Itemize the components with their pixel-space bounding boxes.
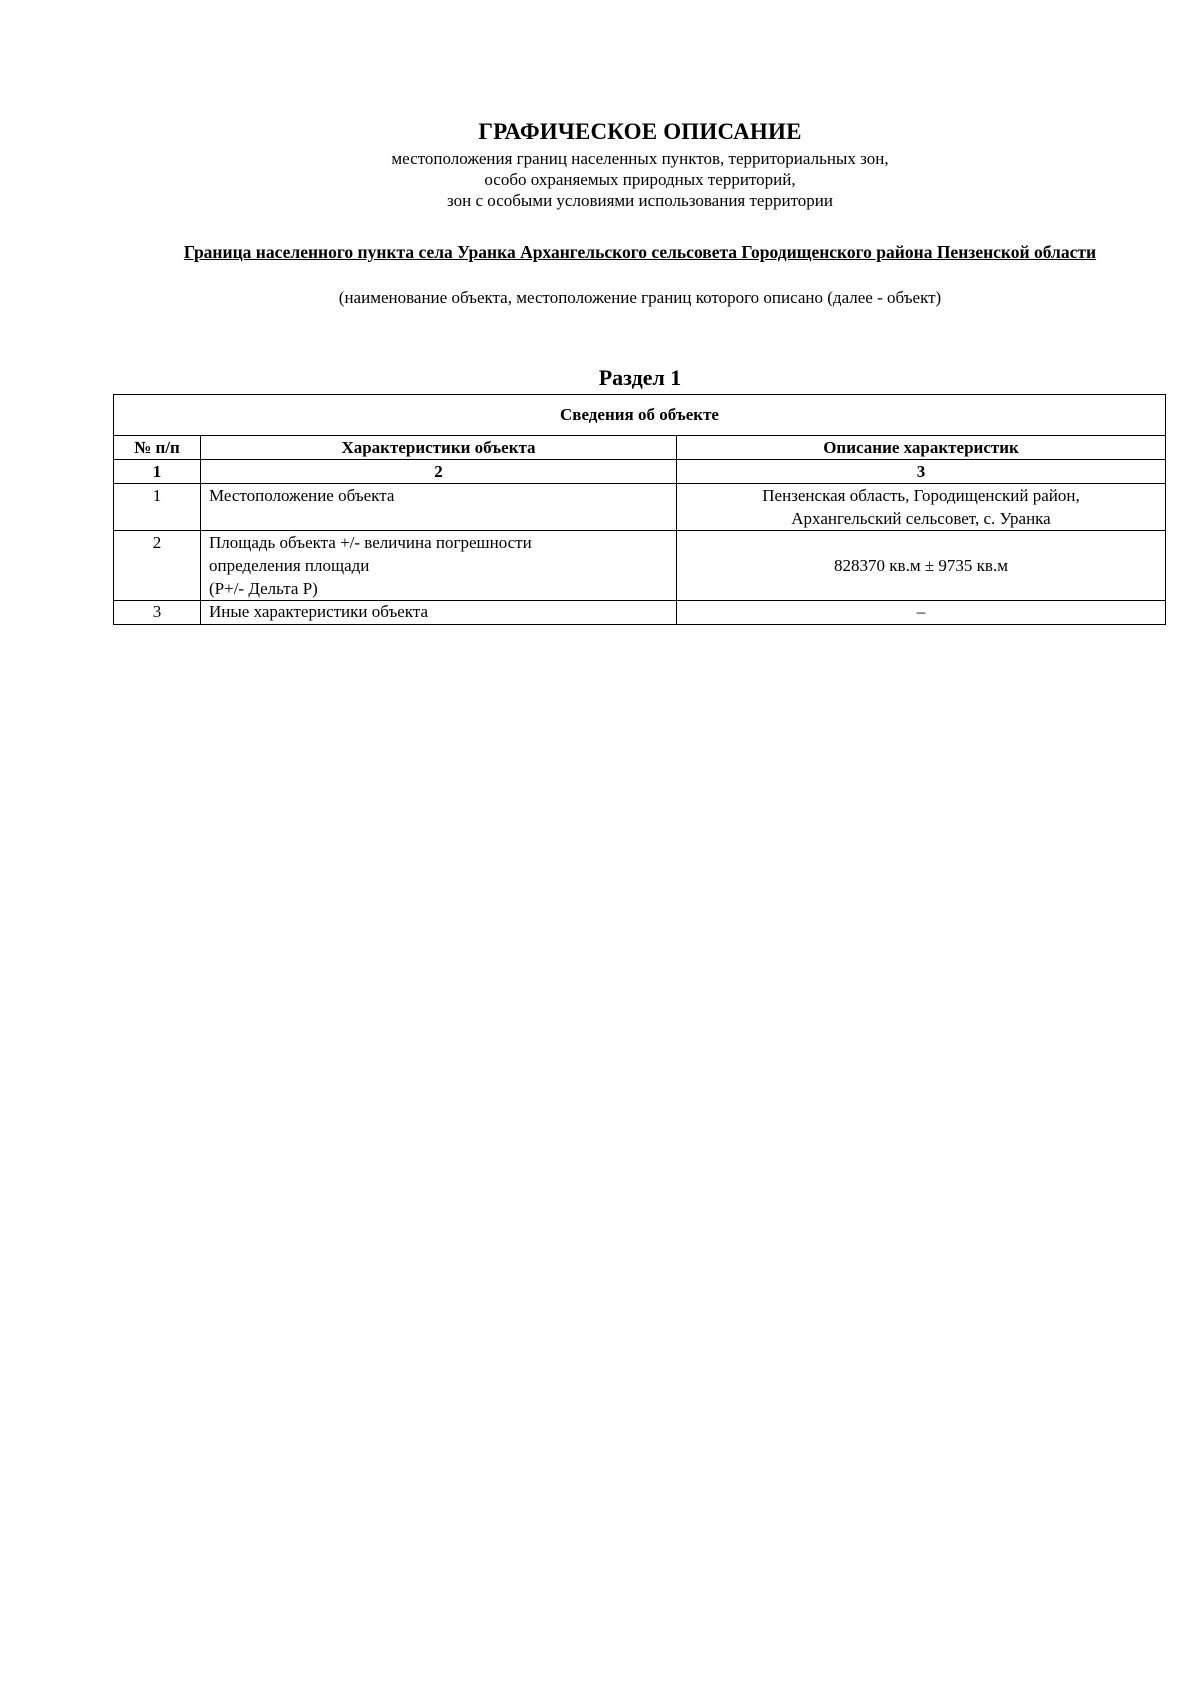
table-column-number-row <box>114 460 1166 484</box>
row-number: 2 <box>114 531 201 601</box>
characteristic-line: (Р+/- Дельта Р) <box>209 579 318 598</box>
description-line: Пензенская область, Городищенский район, <box>762 486 1080 505</box>
characteristic-line: Местоположение объекта <box>209 486 395 505</box>
object-name-caption: (наименование объекта, местоположение границ которого описано (далее - объект) <box>338 288 942 307</box>
table-row <box>114 531 1166 601</box>
table-caption: Сведения об объекте <box>114 395 1166 436</box>
subtitle-line: особо охраняемых природных территорий, <box>484 170 796 189</box>
document-subtitle <box>0 148 1200 211</box>
row-number: 1 <box>114 484 201 531</box>
row-description <box>677 601 1166 625</box>
description-line: 828370 кв.м ± 9735 кв.м <box>834 556 1008 575</box>
description-line: – <box>916 602 926 621</box>
table-row <box>114 484 1166 531</box>
subtitle-line: местоположения границ населенных пунктов, территориальных зон, <box>391 149 889 168</box>
characteristic-line: определения площади <box>209 556 370 575</box>
row-description <box>677 484 1166 531</box>
characteristic-line: Площадь объекта +/- величина погрешности <box>209 533 532 552</box>
description-line: Архангельский сельсовет, с. Уранка <box>791 509 1051 528</box>
section-title: Раздел 1 <box>598 365 682 390</box>
column-header-description: Описание характеристик <box>677 436 1166 460</box>
row-characteristic <box>201 601 677 625</box>
subtitle-line: зон с особыми условиями использования территории <box>447 191 833 210</box>
column-number: 1 <box>114 460 201 484</box>
table-row <box>114 601 1166 625</box>
column-header-characteristic: Характеристики объекта <box>201 436 677 460</box>
column-number: 3 <box>677 460 1166 484</box>
column-header-number: № п/п <box>114 436 201 460</box>
object-info-table <box>113 394 1166 625</box>
row-number: 3 <box>114 601 201 625</box>
document-title: ГРАФИЧЕСКОЕ ОПИСАНИЕ <box>478 119 802 144</box>
column-number: 2 <box>201 460 677 484</box>
row-characteristic <box>201 531 677 601</box>
characteristic-line: Иные характеристики объекта <box>209 602 429 621</box>
row-description <box>677 531 1166 601</box>
row-characteristic <box>201 484 677 531</box>
object-name: Граница населенного пункта села Уранка Архангельского сельсовета Городищенского района Пензенской области <box>183 242 1097 262</box>
table-caption-row <box>114 395 1166 436</box>
table-header-row <box>114 436 1166 460</box>
